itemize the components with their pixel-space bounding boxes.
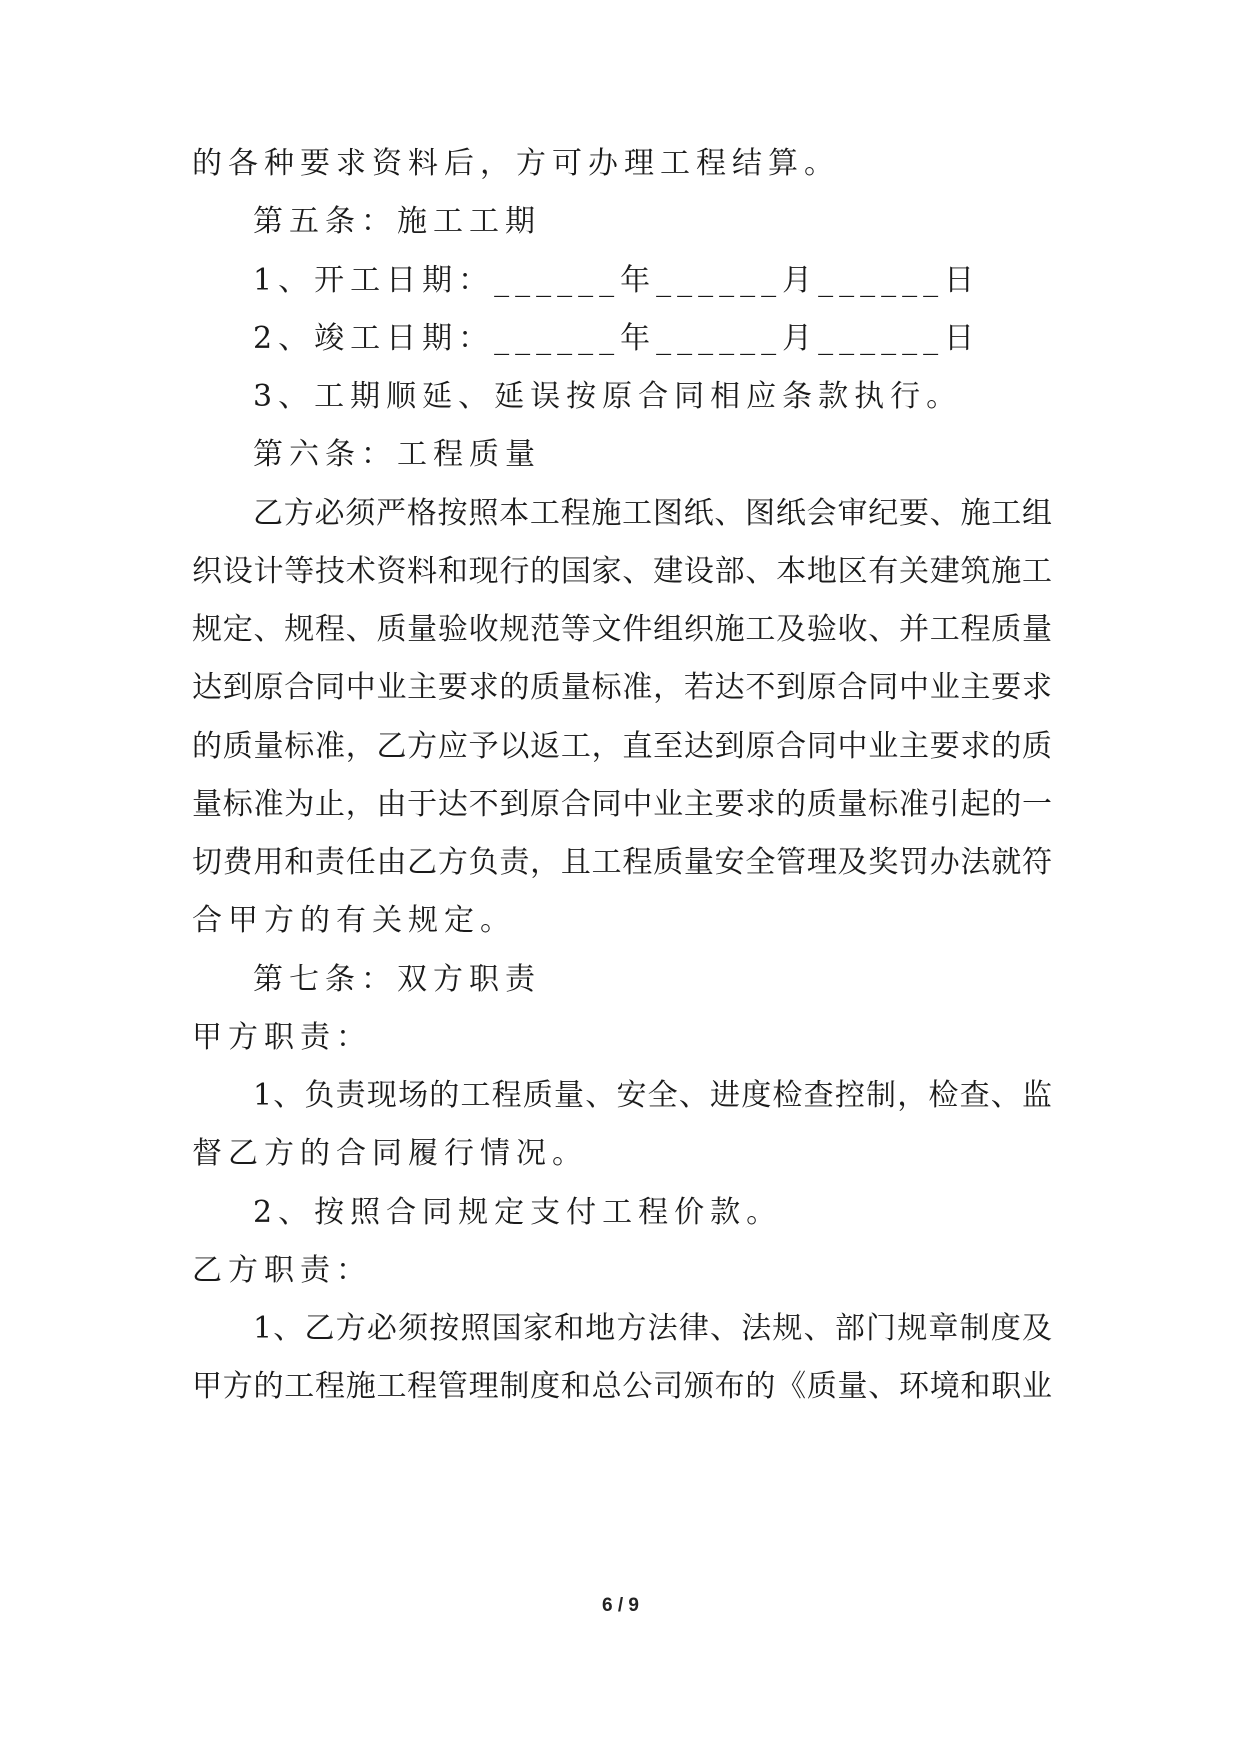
paragraph-line: 达到原合同中业主要求的质量标准，若达不到原合同中业主要求: [192, 670, 1052, 705]
paragraph-line: 切费用和责任由乙方负责，且工程质量安全管理及奖罚办法就符: [192, 845, 1052, 880]
paragraph-line: 督乙方的合同履行情况。: [192, 1136, 588, 1171]
party-b-duties-heading: 乙方职责：: [192, 1253, 372, 1288]
article-5-heading: 第五条：施工工期: [253, 204, 541, 239]
article-7-heading: 第七条：双方职责: [253, 962, 541, 997]
paragraph-line: 的各种要求资料后，方可办理工程结算。: [192, 146, 840, 181]
completion-date-line: 2、竣工日期：______年______月______日: [253, 321, 981, 356]
paragraph-line: 1、负责现场的工程质量、安全、进度检查控制，检查、监: [253, 1078, 1052, 1113]
paragraph-line: 2、按照合同规定支付工程价款。: [253, 1195, 783, 1230]
paragraph-line: 织设计等技术资料和现行的国家、建设部、本地区有关建筑施工: [192, 554, 1052, 589]
page-number: 6 / 9: [602, 1595, 639, 1616]
paragraph-line: 的质量标准，乙方应予以返工，直至达到原合同中业主要求的质: [192, 729, 1052, 764]
paragraph-line: 甲方的工程施工程管理制度和总公司颁布的《质量、环境和职业: [192, 1369, 1052, 1404]
article-6-heading: 第六条：工程质量: [253, 437, 541, 472]
paragraph-line: 1、乙方必须按照国家和地方法律、法规、部门规章制度及: [253, 1311, 1052, 1346]
paragraph-line: 乙方必须严格按照本工程施工图纸、图纸会审纪要、施工组: [253, 496, 1052, 531]
start-date-line: 1、开工日期：______年______月______日: [253, 263, 981, 298]
delay-clause-line: 3、工期顺延、延误按原合同相应条款执行。: [253, 379, 963, 414]
paragraph-line: 量标准为止，由于达不到原合同中业主要求的质量标准引起的一: [192, 787, 1052, 822]
party-a-duties-heading: 甲方职责：: [192, 1020, 372, 1055]
paragraph-line: 规定、规程、质量验收规范等文件组织施工及验收、并工程质量: [192, 612, 1052, 647]
paragraph-line: 合甲方的有关规定。: [192, 903, 516, 938]
